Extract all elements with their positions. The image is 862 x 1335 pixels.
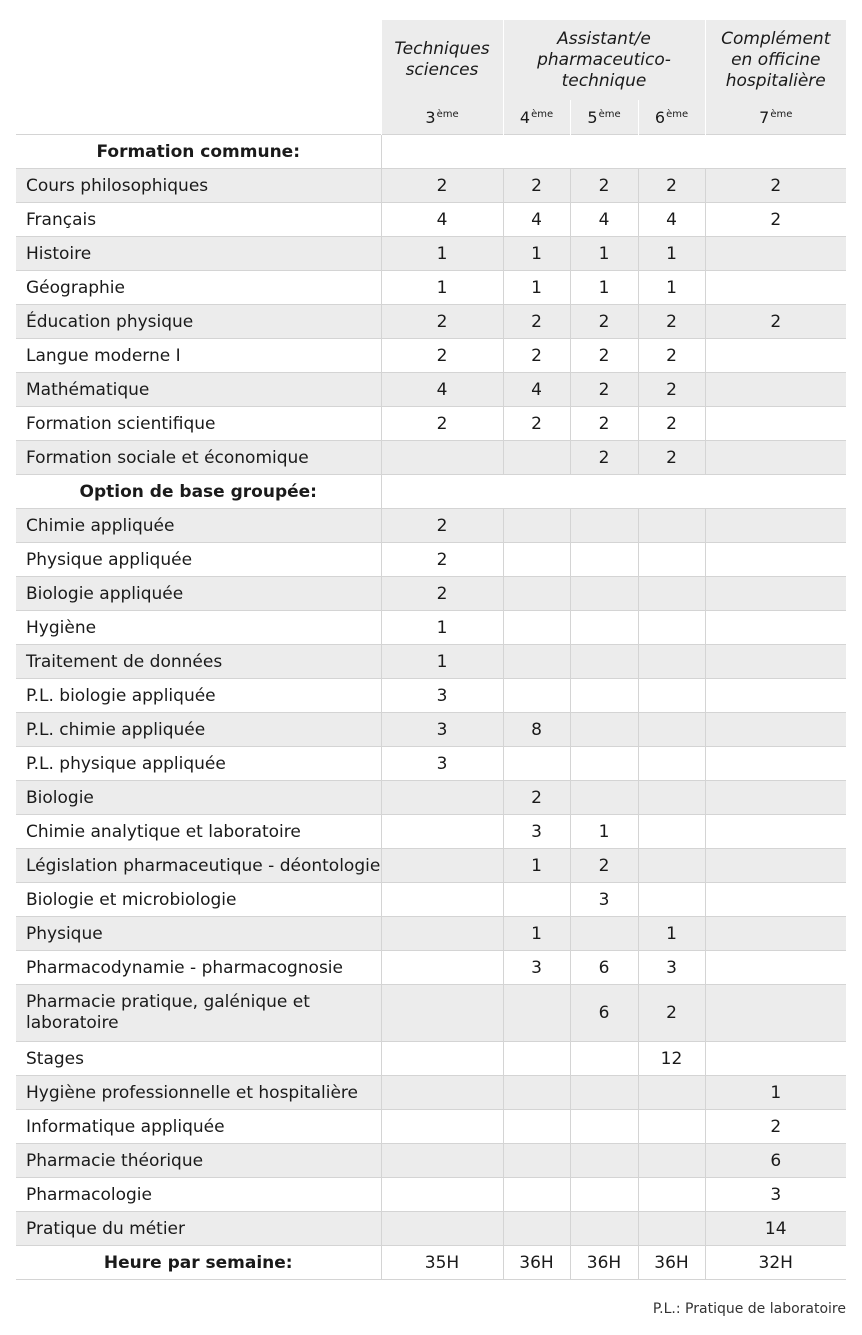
hours-cell (705, 339, 846, 373)
hours-cell: 2 (570, 339, 638, 373)
hours-cell: 2 (638, 373, 705, 407)
subject-label: Pharmacologie (16, 1178, 381, 1212)
subject-label: P.L. chimie appliquée (16, 713, 381, 747)
hours-cell: 6 (705, 1144, 846, 1178)
hours-cell (705, 407, 846, 441)
hours-cell: 1 (705, 1076, 846, 1110)
hours-cell: 1 (503, 849, 570, 883)
hours-cell: 6 (570, 985, 638, 1042)
hours-cell: 2 (705, 203, 846, 237)
subject-label: Informatique appliquée (16, 1110, 381, 1144)
hours-cell: 2 (381, 305, 503, 339)
total-hours-cell: 32H (705, 1246, 846, 1280)
table-row (16, 407, 846, 441)
hours-cell (638, 611, 705, 645)
table-row (16, 713, 846, 747)
hours-cell: 2 (503, 781, 570, 815)
total-hours-cell: 36H (638, 1246, 705, 1280)
subject-label: Langue moderne I (16, 339, 381, 373)
hours-cell: 1 (381, 611, 503, 645)
header-group-line: Assistant/e (557, 28, 651, 49)
hours-cell (381, 1212, 503, 1246)
hours-cell: 2 (570, 849, 638, 883)
table-row (16, 441, 846, 475)
hours-cell (503, 1076, 570, 1110)
hours-cell: 4 (381, 203, 503, 237)
hours-cell: 3 (503, 951, 570, 985)
hours-cell: 2 (705, 169, 846, 203)
hours-cell (381, 917, 503, 951)
hours-cell: 4 (570, 203, 638, 237)
subject-label: P.L. physique appliquée (16, 747, 381, 781)
table-row (16, 237, 846, 271)
hours-cell (705, 441, 846, 475)
subject-label: Pharmacie pratique, galénique et laboratoire (16, 985, 381, 1042)
hours-cell (705, 985, 846, 1042)
hours-cell (638, 815, 705, 849)
subject-label: Hygiène professionnelle et hospitalière (16, 1076, 381, 1110)
hours-cell (705, 509, 846, 543)
hours-cell: 2 (381, 407, 503, 441)
hours-cell: 1 (503, 271, 570, 305)
hours-cell (638, 1144, 705, 1178)
table-row (16, 509, 846, 543)
hours-cell (638, 645, 705, 679)
hours-cell (381, 1144, 503, 1178)
table-row (16, 1212, 846, 1246)
hours-cell (638, 1178, 705, 1212)
hours-cell: 2 (503, 169, 570, 203)
subject-label: P.L. biologie appliquée (16, 679, 381, 713)
header-group-line: sciences (405, 60, 479, 80)
hours-cell: 2 (503, 407, 570, 441)
table-row (16, 339, 846, 373)
hours-cell: 1 (570, 815, 638, 849)
hours-cell (570, 1212, 638, 1246)
section-spacer (381, 135, 846, 169)
subject-label: Chimie appliquée (16, 509, 381, 543)
section-title: Formation commune: (16, 135, 381, 169)
hours-cell: 1 (381, 645, 503, 679)
hours-cell (638, 1212, 705, 1246)
hours-cell (503, 1178, 570, 1212)
hours-cell: 1 (570, 237, 638, 271)
hours-cell (570, 1178, 638, 1212)
hours-cell: 2 (381, 169, 503, 203)
total-hours-cell: 36H (503, 1246, 570, 1280)
hours-cell (705, 543, 846, 577)
subject-label: Histoire (16, 237, 381, 271)
subject-label: Français (16, 203, 381, 237)
schedule-body (16, 135, 846, 1280)
hours-cell: 1 (638, 917, 705, 951)
hours-cell: 12 (638, 1042, 705, 1076)
hours-cell (381, 951, 503, 985)
hours-cell: 1 (381, 237, 503, 271)
hours-cell (570, 509, 638, 543)
subject-label: Cours philosophiques (16, 169, 381, 203)
hours-cell: 2 (570, 441, 638, 475)
header-groups-row (16, 20, 846, 100)
table-row (16, 305, 846, 339)
hours-cell: 3 (705, 1178, 846, 1212)
footnote: P.L.: Pratique de laboratoire (652, 1301, 846, 1317)
hours-cell: 1 (381, 271, 503, 305)
hours-cell (638, 713, 705, 747)
year-5-header: 5ème (570, 100, 638, 135)
hours-cell (503, 645, 570, 679)
table-row (16, 917, 846, 951)
hours-cell (570, 713, 638, 747)
header-group-line: pharmaceutico- (537, 49, 671, 70)
table-row (16, 1178, 846, 1212)
hours-cell (381, 441, 503, 475)
hours-cell (705, 237, 846, 271)
header-blank-cell (16, 20, 381, 100)
hours-cell (570, 1144, 638, 1178)
section-header-row (16, 475, 846, 509)
subject-label: Éducation physique (16, 305, 381, 339)
table-row (16, 951, 846, 985)
hours-cell (705, 713, 846, 747)
hours-cell: 1 (503, 917, 570, 951)
hours-cell (381, 781, 503, 815)
header-group-line: Complément (721, 28, 831, 49)
section-spacer (381, 475, 846, 509)
header-group-line: en officine (731, 49, 821, 70)
hours-cell: 2 (705, 1110, 846, 1144)
hours-cell (503, 543, 570, 577)
hours-cell (570, 917, 638, 951)
table-row (16, 271, 846, 305)
section-title: Option de base groupée: (16, 475, 381, 509)
hours-cell: 2 (638, 985, 705, 1042)
year-6-header: 6ème (638, 100, 705, 135)
table-row (16, 985, 846, 1042)
hours-cell (705, 271, 846, 305)
hours-cell (570, 1110, 638, 1144)
table-row (16, 1110, 846, 1144)
hours-cell: 3 (381, 679, 503, 713)
subject-label: Formation scientifique (16, 407, 381, 441)
hours-cell: 2 (570, 407, 638, 441)
hours-cell (638, 679, 705, 713)
table-row (16, 169, 846, 203)
header-group-techniques-sciences (381, 20, 503, 100)
hours-cell (503, 883, 570, 917)
hours-cell (638, 849, 705, 883)
hours-cell: 2 (638, 339, 705, 373)
hours-cell (503, 1144, 570, 1178)
hours-cell: 2 (381, 577, 503, 611)
hours-cell (638, 543, 705, 577)
hours-cell (503, 1212, 570, 1246)
subject-label: Traitement de données (16, 645, 381, 679)
table-row (16, 747, 846, 781)
hours-cell (705, 679, 846, 713)
hours-cell (381, 883, 503, 917)
hours-cell (503, 1110, 570, 1144)
table-row (16, 679, 846, 713)
hours-cell (705, 883, 846, 917)
section-header-row (16, 135, 846, 169)
hours-cell (705, 577, 846, 611)
table-row (16, 577, 846, 611)
subject-label: Pharmacodynamie - pharmacognosie (16, 951, 381, 985)
hours-cell: 2 (705, 305, 846, 339)
hours-cell: 4 (638, 203, 705, 237)
hours-cell (381, 815, 503, 849)
hours-cell: 3 (381, 713, 503, 747)
hours-cell (381, 1178, 503, 1212)
hours-cell: 2 (638, 169, 705, 203)
hours-cell (503, 577, 570, 611)
hours-cell (381, 985, 503, 1042)
hours-cell (381, 1042, 503, 1076)
hours-cell (570, 679, 638, 713)
hours-cell: 2 (381, 509, 503, 543)
hours-cell (503, 441, 570, 475)
header-group-line: hospitalière (725, 70, 826, 91)
hours-cell: 8 (503, 713, 570, 747)
subject-label: Biologie et microbiologie (16, 883, 381, 917)
hours-cell: 3 (638, 951, 705, 985)
hours-cell (381, 1110, 503, 1144)
header-group-line: technique (561, 70, 647, 91)
header-group-assistant-pharma (503, 20, 705, 100)
subject-label: Chimie analytique et laboratoire (16, 815, 381, 849)
header-group-line: Techniques (394, 39, 490, 59)
year-7-header: 7ème (705, 100, 846, 135)
hours-cell: 2 (638, 441, 705, 475)
hours-cell: 4 (381, 373, 503, 407)
hours-cell (638, 1076, 705, 1110)
hours-cell: 6 (570, 951, 638, 985)
subject-label: Stages (16, 1042, 381, 1076)
hours-cell (503, 1042, 570, 1076)
hours-cell (705, 815, 846, 849)
hours-cell (570, 1076, 638, 1110)
header-blank-cell (16, 100, 381, 135)
hours-cell (638, 509, 705, 543)
hours-cell (570, 645, 638, 679)
hours-cell: 4 (503, 373, 570, 407)
subject-label: Mathématique (16, 373, 381, 407)
total-hours-cell: 35H (381, 1246, 503, 1280)
hours-cell (638, 883, 705, 917)
subject-label: Géographie (16, 271, 381, 305)
hours-cell (381, 1076, 503, 1110)
hours-cell (705, 1042, 846, 1076)
hours-cell (705, 611, 846, 645)
hours-cell: 2 (381, 339, 503, 373)
hours-cell (638, 577, 705, 611)
table-row (16, 373, 846, 407)
total-hours-cell: 36H (570, 1246, 638, 1280)
hours-cell (705, 645, 846, 679)
table-row (16, 849, 846, 883)
hours-cell: 3 (503, 815, 570, 849)
hours-cell: 2 (570, 169, 638, 203)
table-row (16, 883, 846, 917)
table-row (16, 645, 846, 679)
hours-cell (570, 577, 638, 611)
hours-cell (570, 781, 638, 815)
table-row (16, 1144, 846, 1178)
table-row (16, 1042, 846, 1076)
total-row (16, 1246, 846, 1280)
hours-cell (570, 611, 638, 645)
hours-cell (570, 543, 638, 577)
year-4-header: 4ème (503, 100, 570, 135)
year-3-header: 3ème (381, 100, 503, 135)
hours-cell (503, 985, 570, 1042)
hours-cell (638, 1110, 705, 1144)
hours-cell (705, 373, 846, 407)
hours-cell: 2 (503, 305, 570, 339)
hours-cell: 1 (638, 237, 705, 271)
hours-cell: 3 (570, 883, 638, 917)
hours-cell (503, 679, 570, 713)
hours-cell (705, 781, 846, 815)
subject-label: Physique appliquée (16, 543, 381, 577)
hours-cell: 2 (570, 373, 638, 407)
subject-label: Biologie appliquée (16, 577, 381, 611)
hours-cell: 2 (570, 305, 638, 339)
header-years-row (16, 100, 846, 135)
hours-cell (503, 509, 570, 543)
hours-cell (381, 849, 503, 883)
table-row (16, 815, 846, 849)
hours-cell: 3 (381, 747, 503, 781)
table-row (16, 543, 846, 577)
hours-cell (570, 747, 638, 781)
hours-cell (503, 611, 570, 645)
hours-cell: 4 (503, 203, 570, 237)
subject-label: Physique (16, 917, 381, 951)
hours-cell: 1 (503, 237, 570, 271)
hours-cell: 1 (570, 271, 638, 305)
table-row (16, 611, 846, 645)
subject-label: Pharmacie théorique (16, 1144, 381, 1178)
hours-cell (570, 1042, 638, 1076)
hours-cell (705, 951, 846, 985)
schedule-table-wrapper (16, 20, 846, 1280)
hours-cell: 14 (705, 1212, 846, 1246)
hours-cell (638, 747, 705, 781)
subject-label: Formation sociale et économique (16, 441, 381, 475)
schedule-table (16, 20, 846, 1280)
total-label: Heure par semaine: (16, 1246, 381, 1280)
subject-label: Hygiène (16, 611, 381, 645)
table-row (16, 1076, 846, 1110)
hours-cell: 2 (638, 305, 705, 339)
subject-label: Législation pharmaceutique - déontologie (16, 849, 381, 883)
hours-cell (638, 781, 705, 815)
header-group-complement-officine (705, 20, 846, 100)
table-row (16, 203, 846, 237)
subject-label: Pratique du métier (16, 1212, 381, 1246)
hours-cell (705, 917, 846, 951)
subject-label: Biologie (16, 781, 381, 815)
hours-cell: 2 (503, 339, 570, 373)
hours-cell (705, 849, 846, 883)
hours-cell: 1 (638, 271, 705, 305)
table-row (16, 781, 846, 815)
hours-cell (503, 747, 570, 781)
hours-cell (705, 747, 846, 781)
hours-cell: 2 (381, 543, 503, 577)
hours-cell: 2 (638, 407, 705, 441)
